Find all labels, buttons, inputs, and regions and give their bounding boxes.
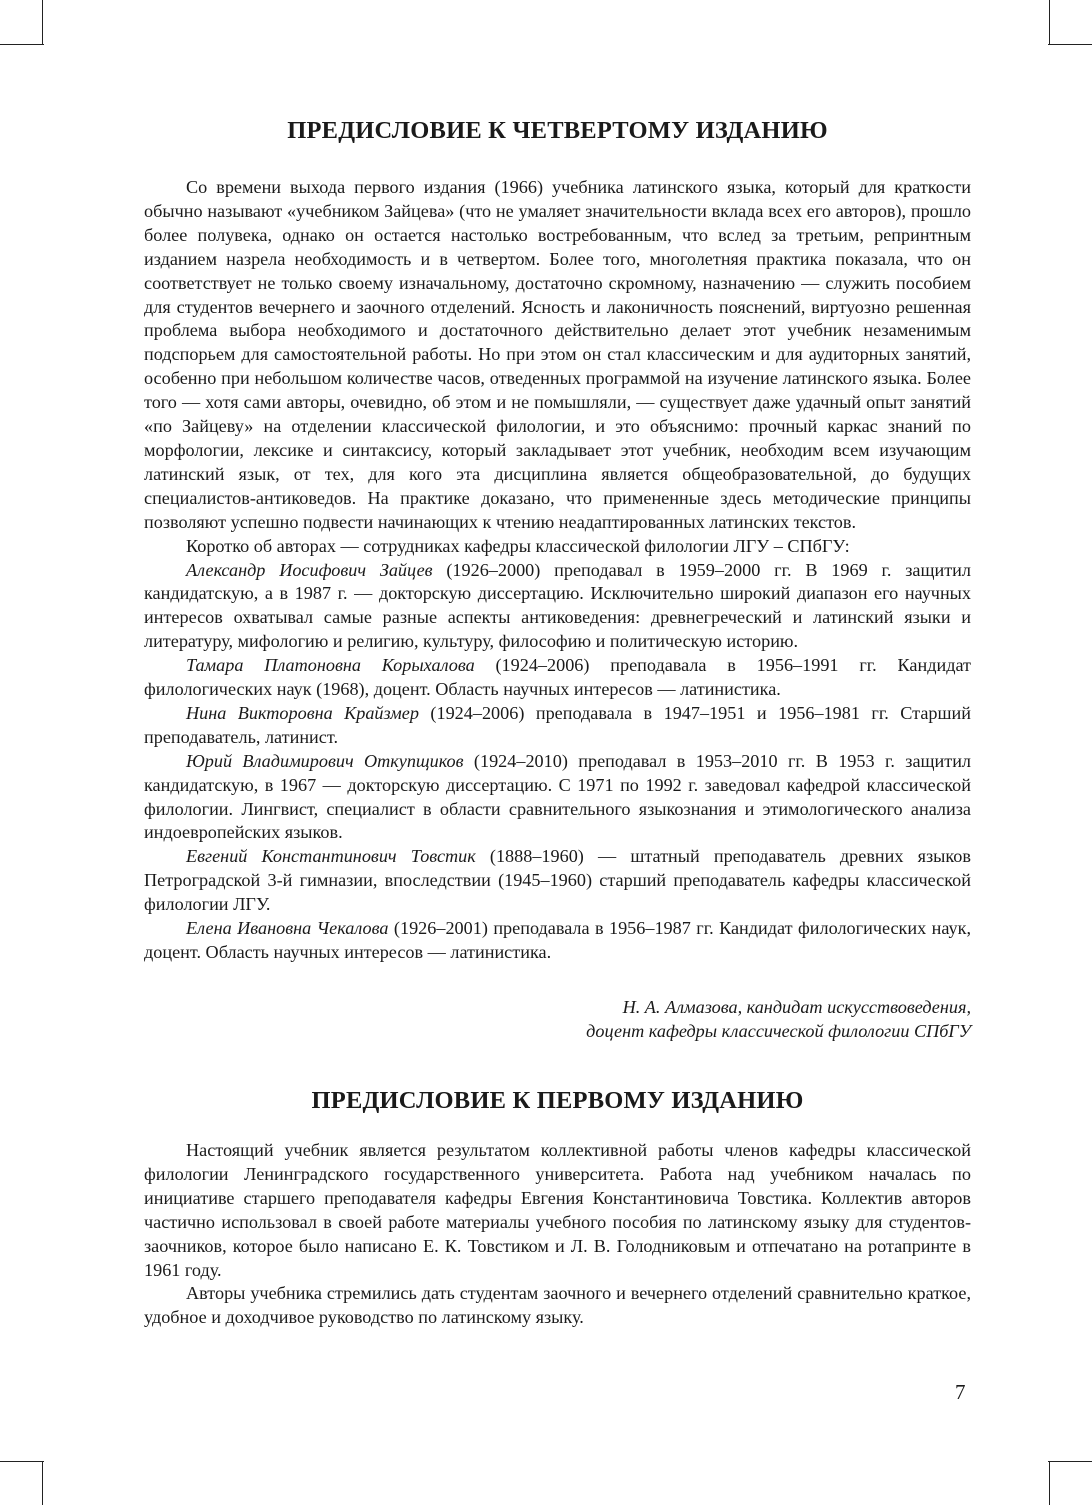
author-entry	[144, 917, 971, 965]
author-name: Александр Иосифович Зайцев	[186, 559, 433, 580]
author-entry	[144, 654, 971, 702]
crop-mark	[1048, 44, 1092, 45]
crop-mark	[42, 1461, 43, 1505]
paragraph: Авторы учебника стремились дать студентам заочного и вечернего отделений сравнительно краткое, удобное и доходчивое руководство по латинскому языку.	[144, 1283, 971, 1328]
signature-line-2: доцент кафедры классической филологии СПбГУ	[586, 1021, 971, 1041]
author-entry	[144, 750, 971, 846]
authors-intro: Коротко об авторах — сотрудниках кафедры классической филологии ЛГУ – СПбГУ:	[186, 535, 850, 556]
author-name: Юрий Владимирович Откупщиков	[186, 750, 464, 771]
signature-line-1: Н. А. Алмазова, кандидат искусствоведения,	[622, 997, 971, 1017]
author-bio: (1924–2006) преподавала в 1947–1951 и 1956–1981 гг. Старший преподаватель, латинист.	[144, 702, 971, 747]
author-entry	[144, 702, 971, 750]
author-bio: (1888–1960) — штатный преподаватель древних языков Петроградской 3-й гимназии, впоследствии (1945–1960) старший преподаватель кафедры классической филологии ЛГУ.	[144, 846, 971, 915]
preface-first-heading: ПРЕДИСЛОВИЕ К ПЕРВОМУ ИЗДАНИЮ	[311, 1087, 804, 1114]
preface-first-body	[144, 1139, 971, 1330]
author-bio: (1926–2000) преподавал в 1959–2000 гг. В 1969 г. защитил кандидатскую, а в 1987 г. — докторскую диссертацию. Исключительно широкий диапазон его научных интересов охватывал самые разные аспекты антиковедения: древнегреческий и латинский языки и литературу, мифологию и религию, культуру, философию и политическую историю.	[144, 559, 971, 652]
author-bio: (1926–2001) преподавала в 1956–1987 гг. Кандидат филологических наук, доцент. Область научных интересов — латинистика.	[144, 918, 971, 962]
page-number: 7	[955, 1380, 966, 1404]
crop-mark	[0, 1461, 44, 1462]
author-name: Евгений Константинович Товстик	[186, 846, 476, 867]
author-bio: (1924–2010) преподавал в 1953–2010 гг. В 1953 г. защитил кандидатскую, в 1967 — докторскую диссертацию. С 1971 по 1992 г. заведовал кафедрой классической филологии. Лингвист, специалист в области сравнительного языкознания и этимологического анализа индоевропейских языков.	[144, 750, 972, 843]
crop-mark	[42, 0, 43, 44]
signature	[144, 995, 971, 1043]
author-name: Нина Викторовна Крайзмер	[186, 702, 419, 723]
author-entry	[144, 845, 971, 917]
preface-fourth-heading: ПРЕДИСЛОВИЕ К ЧЕТВЕРТОМУ ИЗДАНИЮ	[287, 117, 828, 144]
author-name: Елена Ивановна Чекалова	[186, 918, 389, 939]
crop-mark	[1049, 0, 1050, 44]
paragraph: Настоящий учебник является результатом коллективной работы членов кафедры классической филологии Ленинградского государственного университета. Работа над учебником началась по инициативе старшего преподавателя кафедры Евгения Константиновича Товстика. Коллектив авторов частично использовал в своей работе материалы учебного пособия по латинскому языку для студентов-заочников, которое было написано Е. К. Товстиком и Л. В. Голодниковым и отпечатано на ротапринте в 1961 году.	[144, 1140, 971, 1280]
crop-mark	[0, 44, 44, 45]
author-name: Тамара Платоновна Корыхалова	[186, 655, 475, 676]
preface-fourth-body	[144, 176, 971, 965]
author-entry	[144, 559, 971, 655]
intro-paragraph: Со времени выхода первого издания (1966) учебника латинского языка, который для краткости обычно называют «учебником Зайцева» (что не умаляет значительности вклада всех его авторов), прошло более полувека, однако он остается настолько востребованным, что вслед за третьим, репринтным изданием назрела необходимость и в четвертом. Более того, многолетняя практика показала, что он соответствует не только своему изначальному, достаточно скромному, назначению — служить пособием для студентов вечернего и заочного отделений. Ясность и лаконичность пояснений, виртуозно решенная проблема выбора необходимого и достаточного действительно делает этот учебник незаменимым подспорьем для самостоятельной работы. Но при этом он стал классическим и для аудиторных занятий, особенно при небольшом количестве часов, отведенных программой на изучение латинского языка. Более того — хотя сами авторы, очевидно, об этом и не помышляли, — существует даже удачный опыт занятий «по Зайцеву» на отделении классической филологии, и это объяснимо: прочный каркас знаний по морфологии, лексике и синтаксису, который закладывает этот учебник, необходим всем изучающим латинский язык, от тех, для кого эта дисциплина является общеобразовательной, до будущих специалистов-антиковедов. На практике доказано, что примененные здесь методические принципы позволяют успешно подвести начинающих к чтению неадаптированных латинских текстов.	[144, 177, 971, 532]
author-bio: (1924–2006) преподавала в 1956–1991 гг. Кандидат филологических наук (1968), доцент. Область научных интересов — латинистика.	[144, 655, 972, 700]
crop-mark	[1048, 1461, 1092, 1462]
crop-mark	[1049, 1461, 1050, 1505]
